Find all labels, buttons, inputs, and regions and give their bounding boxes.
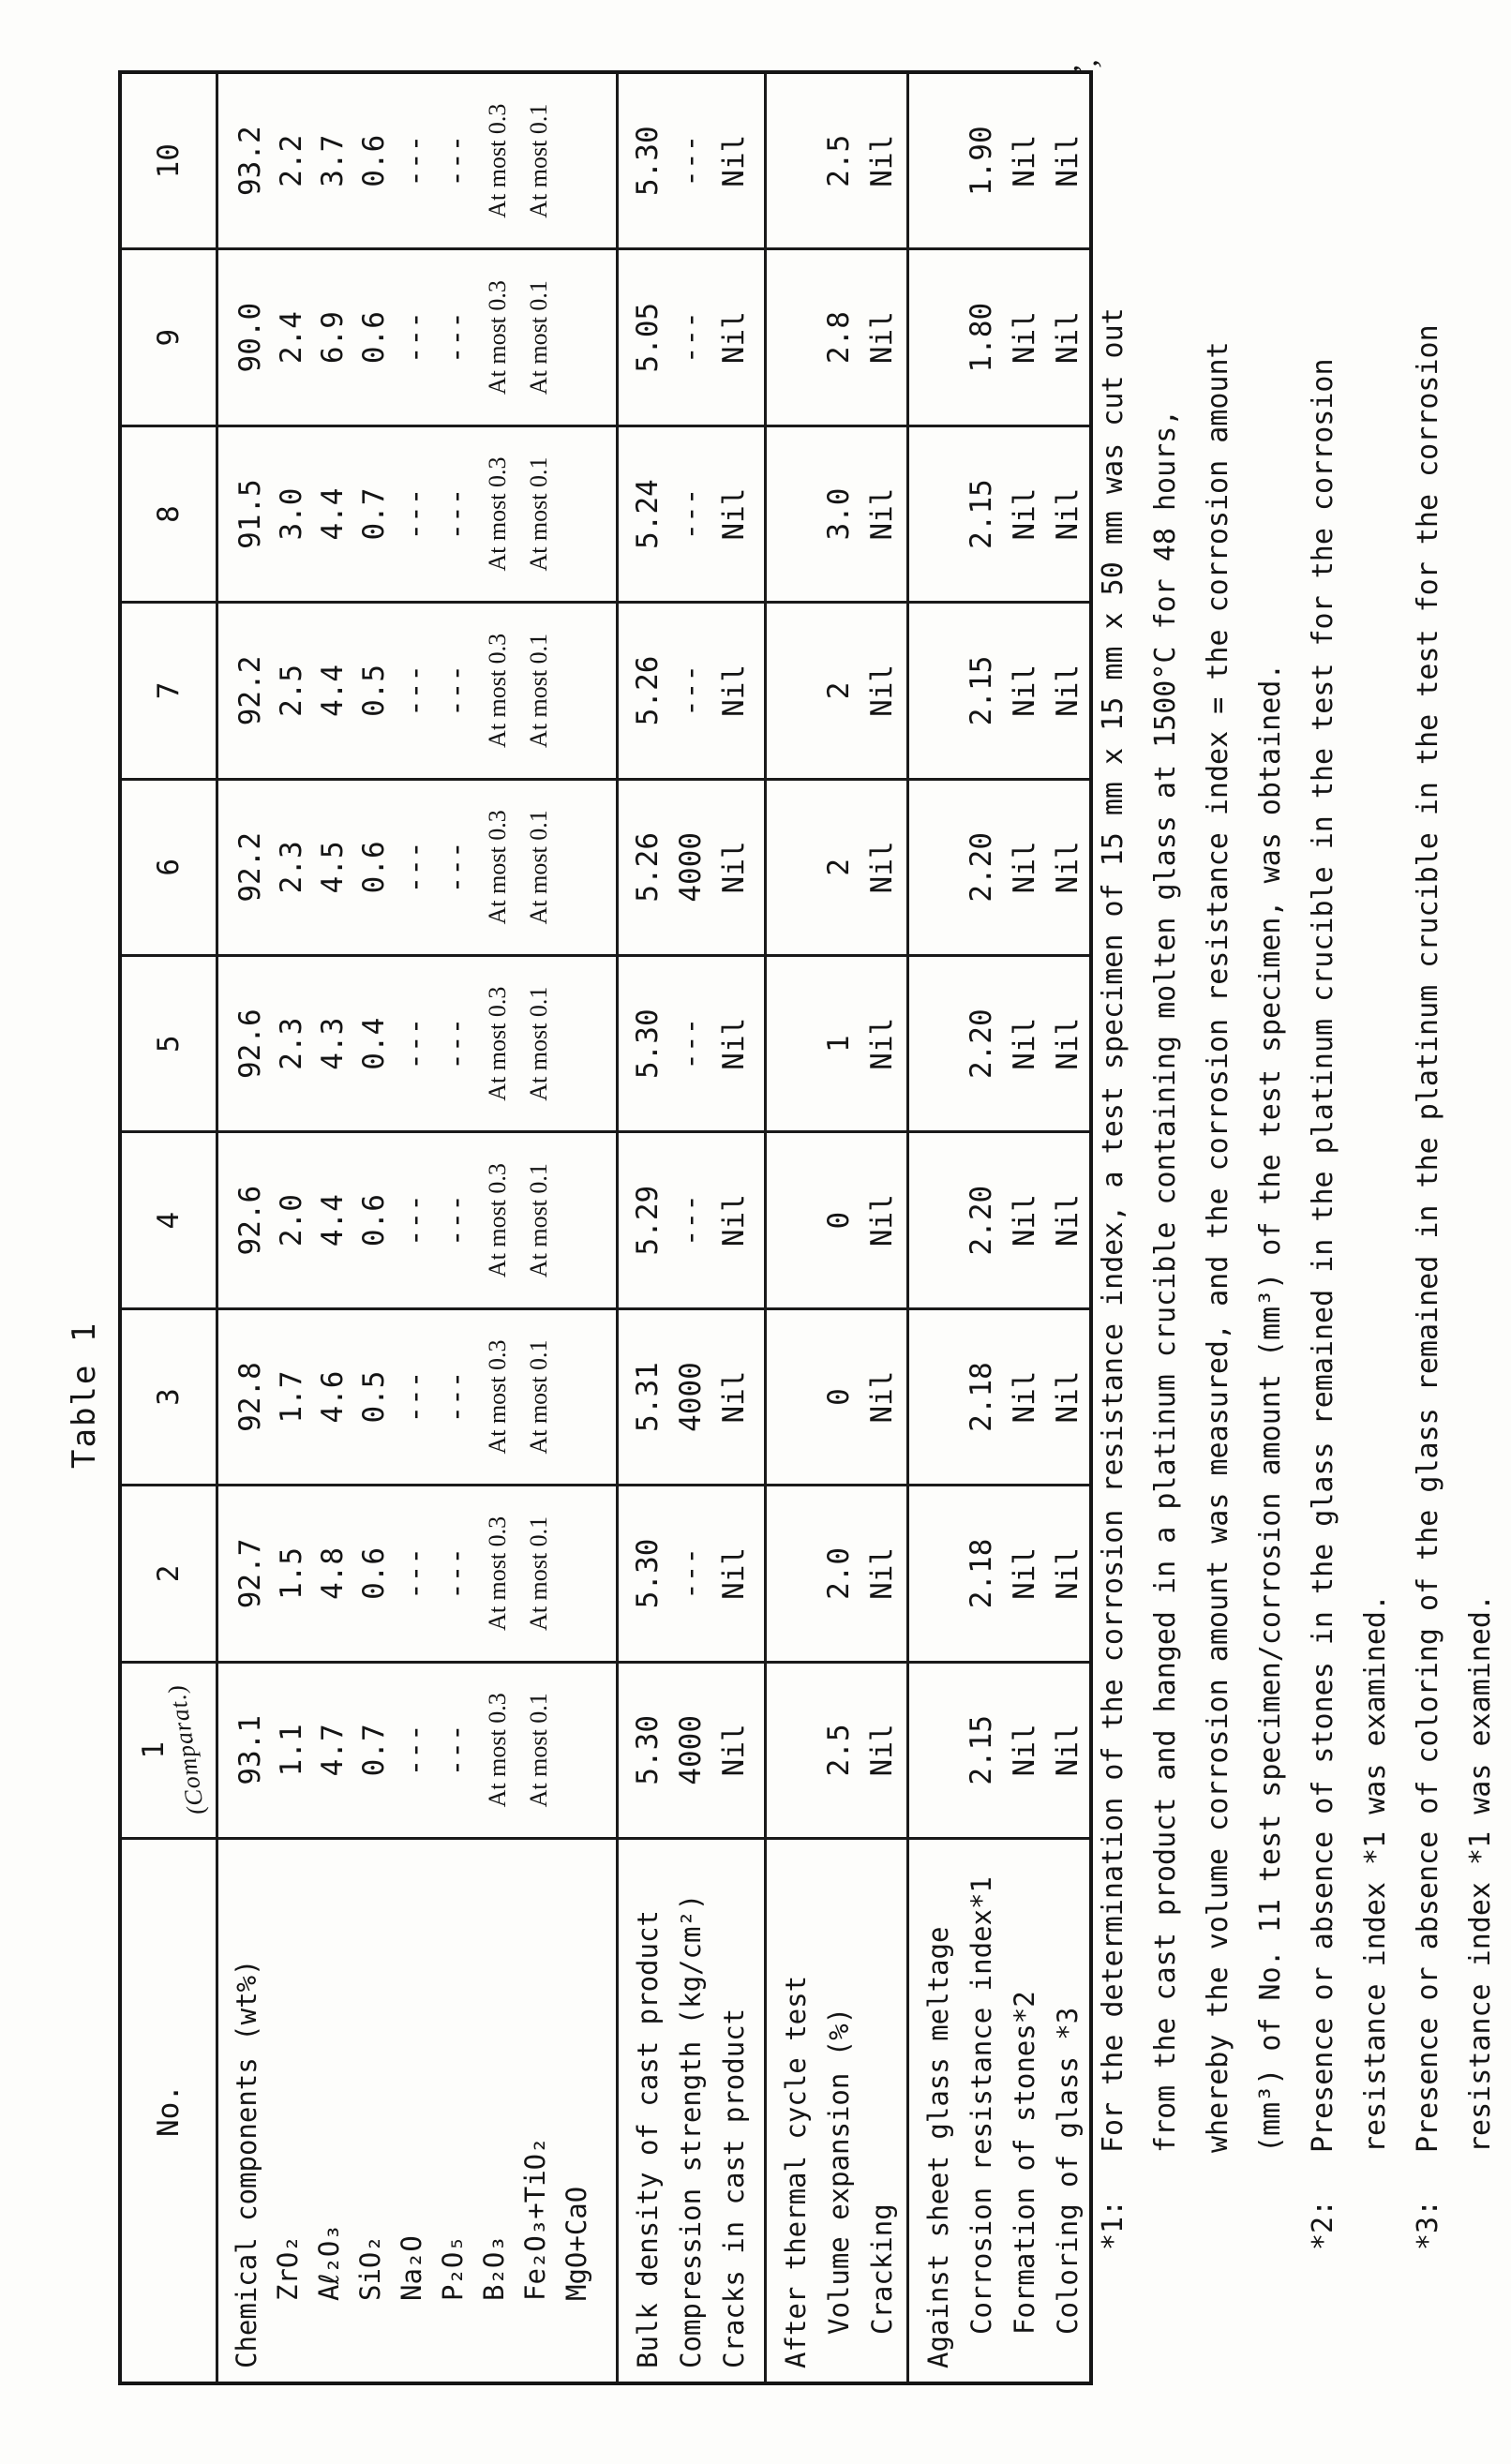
corner-header <box>122 1840 216 2382</box>
table-caption: Table 1 <box>66 1321 103 1469</box>
column-number: 2 <box>152 1564 186 1583</box>
value-cell <box>906 957 1089 1133</box>
value-line: 2.4 <box>275 311 308 365</box>
footnote-body <box>1402 307 1507 2153</box>
value-line: Nil <box>717 134 751 187</box>
footnote-body <box>1087 307 1297 2153</box>
value-cell <box>616 1664 764 1840</box>
value-line: Nil <box>1008 1546 1041 1600</box>
value-line: 4.4 <box>316 487 350 541</box>
column-header-5 <box>122 957 216 1133</box>
value-line: 4.6 <box>316 1370 350 1424</box>
value-line: At most 0.1 <box>525 456 552 572</box>
value-line: 0.5 <box>357 1370 391 1424</box>
value-line: At most 0.3 <box>484 986 511 1101</box>
value-line: 4.3 <box>316 1017 350 1070</box>
value-line: Nil <box>717 1194 751 1247</box>
footnote-line: (mm³) of No. 11 test specimen/corrosion amount (mm³) of the test specimen, was obtained. <box>1254 663 1287 2153</box>
value-cell <box>764 1310 906 1486</box>
value-line: 92.6 <box>233 1008 267 1080</box>
value-line: 6.9 <box>316 311 350 365</box>
value-line: Nil <box>865 841 899 894</box>
value-line: 4.4 <box>316 664 350 717</box>
value-line: 92.2 <box>233 831 267 903</box>
value-line: 90.0 <box>233 302 267 373</box>
value-line: 1 <box>822 1035 856 1053</box>
footnote-2 <box>1297 307 1402 2250</box>
value-line: At most 0.3 <box>484 810 511 925</box>
value-line: Nil <box>717 487 751 541</box>
value-line: 2.18 <box>965 1538 998 1609</box>
value-line: --- <box>398 1724 432 1777</box>
value-line: At most 0.1 <box>525 1339 552 1455</box>
value-line: Nil <box>717 664 751 717</box>
value-cell <box>906 1310 1089 1486</box>
footnote-line: resistance index *1 was examined. <box>1464 1593 1497 2153</box>
value-line: 0.4 <box>357 1017 391 1070</box>
column-number: 8 <box>152 505 186 523</box>
row-label: Aℓ₂O₃ <box>313 2224 345 2301</box>
value-line: 2.3 <box>275 1017 308 1070</box>
value-cell <box>616 1310 764 1486</box>
column-header-3 <box>122 1310 216 1486</box>
value-line: --- <box>674 1546 708 1600</box>
value-cell <box>216 604 616 780</box>
column-number: 3 <box>152 1388 186 1406</box>
value-cell <box>764 1664 906 1840</box>
value-line: 92.6 <box>233 1185 267 1256</box>
value-line: Nil <box>717 1724 751 1777</box>
value-line: Nil <box>865 1546 899 1600</box>
column-header-note: (Comparat.) <box>162 1682 210 1817</box>
value-cell <box>216 1664 616 1840</box>
footnote-line: resistance index *1 was examined. <box>1359 1593 1392 2153</box>
column-header-9 <box>122 250 216 426</box>
value-line: 92.7 <box>233 1538 267 1609</box>
value-line: 5.29 <box>631 1185 665 1256</box>
column-header-6 <box>122 781 216 957</box>
value-line: At most 0.1 <box>525 103 552 218</box>
value-cell <box>906 74 1089 250</box>
value-line: Nil <box>1008 1370 1041 1424</box>
value-line: --- <box>398 311 432 365</box>
value-line: Nil <box>865 1370 899 1424</box>
value-line: Nil <box>865 1017 899 1070</box>
value-line: At most 0.3 <box>484 633 511 748</box>
row-label: Formation of stones*2 <box>1009 1991 1040 2335</box>
value-line: --- <box>674 1194 708 1247</box>
value-cell <box>906 781 1089 957</box>
value-cell <box>616 427 764 604</box>
value-cell <box>216 957 616 1133</box>
row-label: Corrosion resistance index*1 <box>965 1876 997 2335</box>
value-line: At most 0.1 <box>525 633 552 748</box>
value-line: Nil <box>1008 1724 1041 1777</box>
footnote-line: Presence or absence of coloring of the glass remained in the platinum crucible in the test for the corrosion <box>1412 324 1444 2153</box>
value-line: Nil <box>1051 134 1085 187</box>
value-line: 0.5 <box>357 664 391 717</box>
value-line: --- <box>674 311 708 365</box>
value-cell <box>216 781 616 957</box>
value-line: 1.1 <box>275 1724 308 1777</box>
value-line: At most 0.3 <box>484 1339 511 1455</box>
value-cell <box>906 604 1089 780</box>
row-label: MgO+CaO <box>561 2186 592 2301</box>
value-cell <box>764 1133 906 1309</box>
value-line: At most 0.1 <box>525 1693 552 1808</box>
value-line: Nil <box>865 487 899 541</box>
group-title: Chemical components (wt%) <box>231 1959 262 2368</box>
value-line: Nil <box>1051 664 1085 717</box>
row-label: P₂O₅ <box>437 2235 469 2301</box>
value-line: --- <box>440 664 473 717</box>
value-line: --- <box>398 664 432 717</box>
value-line: 91.5 <box>233 479 267 549</box>
value-line: 1.80 <box>965 302 998 373</box>
value-line: --- <box>398 487 432 541</box>
value-line: 4.4 <box>316 1194 350 1247</box>
value-cell <box>906 1664 1089 1840</box>
value-line: 0 <box>822 1211 856 1230</box>
column-number: 10 <box>152 143 186 179</box>
value-cell <box>906 1133 1089 1309</box>
value-line: Nil <box>1008 841 1041 894</box>
value-line: Nil <box>717 1546 751 1600</box>
value-line: 2 <box>822 858 856 876</box>
value-line: 0.6 <box>357 134 391 187</box>
row-group-label-thermal <box>764 1840 906 2382</box>
value-line: 4.5 <box>316 841 350 894</box>
value-line: --- <box>440 1194 473 1247</box>
value-cell <box>764 250 906 426</box>
value-line: 0.7 <box>357 487 391 541</box>
value-line: 2 <box>822 681 856 700</box>
value-cell <box>216 250 616 426</box>
value-line: 0.6 <box>357 1546 391 1600</box>
row-label: B₂O₃ <box>478 2235 510 2301</box>
value-line: --- <box>674 1017 708 1070</box>
value-line: At most 0.3 <box>484 456 511 572</box>
footnote-marker: *3: <box>1412 2199 1444 2250</box>
footnote-line: whereby the volume corrosion amount was measured, and the corrosion resistance index = the corrosion amount <box>1202 341 1234 2153</box>
value-line: 2.18 <box>965 1362 998 1432</box>
value-line: At most 0.1 <box>525 1516 552 1631</box>
value-line: Nil <box>1008 664 1041 717</box>
value-cell <box>764 957 906 1133</box>
value-line: Nil <box>1051 1017 1085 1070</box>
row-group-label-glass <box>906 1840 1089 2382</box>
value-line: At most 0.3 <box>484 1163 511 1278</box>
value-cell <box>764 427 906 604</box>
value-line: 93.1 <box>233 1714 267 1785</box>
value-line: 0 <box>822 1388 856 1406</box>
value-cell <box>764 604 906 780</box>
value-line: 2.0 <box>275 1194 308 1247</box>
value-line: --- <box>440 841 473 894</box>
value-line: Nil <box>717 841 751 894</box>
row-label: Cracks in cast product <box>718 2008 750 2368</box>
value-line: At most 0.3 <box>484 1693 511 1808</box>
value-line: At most 0.3 <box>484 103 511 218</box>
value-line: 5.30 <box>631 1008 665 1080</box>
value-line: --- <box>440 1017 473 1070</box>
value-line: Nil <box>865 664 899 717</box>
value-line: Nil <box>1008 311 1041 365</box>
value-line: 0.6 <box>357 841 391 894</box>
value-line: At most 0.3 <box>484 1516 511 1631</box>
value-line: --- <box>398 1370 432 1424</box>
value-line: Nil <box>1051 487 1085 541</box>
value-cell <box>906 1486 1089 1663</box>
column-header-8 <box>122 427 216 604</box>
column-number: 1 <box>137 1740 171 1759</box>
value-line: Nil <box>1051 1194 1085 1247</box>
value-cell <box>616 1133 764 1309</box>
value-line: 0.7 <box>357 1724 391 1777</box>
value-line: --- <box>674 664 708 717</box>
column-number: 9 <box>152 328 186 347</box>
row-label: ZrO₂ <box>272 2235 304 2301</box>
footnote-line: from the cast product and hanged in a platinum crucible containing molten glass at 1500°C for 48 hours, <box>1149 409 1182 2153</box>
column-header-1 <box>122 1664 216 1840</box>
footnote-3 <box>1402 307 1507 2250</box>
value-line: Nil <box>865 1194 899 1247</box>
value-line: Nil <box>717 1017 751 1070</box>
value-line: Nil <box>717 1370 751 1424</box>
value-line: --- <box>440 487 473 541</box>
value-line: Nil <box>865 134 899 187</box>
value-line: 0.6 <box>357 1194 391 1247</box>
value-line: 2.15 <box>965 479 998 549</box>
value-line: 2.15 <box>965 655 998 726</box>
value-line: 2.5 <box>822 1724 856 1777</box>
value-line: 3.0 <box>822 487 856 541</box>
value-line: Nil <box>717 311 751 365</box>
value-line: 5.30 <box>631 1714 665 1785</box>
value-line: Nil <box>1051 1370 1085 1424</box>
value-cell <box>616 74 764 250</box>
value-line: 93.2 <box>233 126 267 197</box>
footnotes <box>1087 307 1507 2250</box>
value-cell <box>764 1486 906 1663</box>
value-line: 4.7 <box>316 1724 350 1777</box>
column-header-2 <box>122 1486 216 1663</box>
value-line: 2.20 <box>965 831 998 903</box>
value-line: 2.0 <box>822 1546 856 1600</box>
column-number: 4 <box>152 1211 186 1230</box>
value-line: 92.8 <box>233 1362 267 1432</box>
corner-header-label: No. <box>152 2084 186 2137</box>
value-line: At most 0.1 <box>525 810 552 925</box>
footnote-1 <box>1087 307 1297 2250</box>
value-line: --- <box>440 134 473 187</box>
value-line: 92.2 <box>233 655 267 726</box>
group-title: After thermal cycle test <box>780 1975 812 2368</box>
value-line: Nil <box>1051 311 1085 365</box>
value-line: 5.26 <box>631 831 665 903</box>
row-label: Na₂O <box>396 2235 427 2301</box>
footnote-marker: *1: <box>1097 2199 1130 2250</box>
value-line: 2.2 <box>275 134 308 187</box>
value-line: Nil <box>1008 1194 1041 1247</box>
value-line: 3.7 <box>316 134 350 187</box>
value-line: Nil <box>1051 1546 1085 1600</box>
column-number: 7 <box>152 681 186 700</box>
value-line: 1.7 <box>275 1370 308 1424</box>
value-line: 1.90 <box>965 126 998 197</box>
row-label: Cracking <box>866 2203 898 2335</box>
value-line: 5.31 <box>631 1362 665 1432</box>
footnote-body <box>1297 307 1402 2153</box>
value-line: --- <box>440 1724 473 1777</box>
value-cell <box>616 781 764 957</box>
value-line: Nil <box>865 311 899 365</box>
value-cell <box>616 1486 764 1663</box>
value-line: 2.15 <box>965 1714 998 1785</box>
value-line: --- <box>440 1370 473 1424</box>
value-line: At most 0.3 <box>484 280 511 396</box>
value-line: At most 0.1 <box>525 280 552 396</box>
footnote-line: For the determination of the corrosion resistance index, a test specimen of 15 mm x 15 mm x 50 mm was cut out <box>1097 307 1130 2153</box>
value-line: --- <box>674 487 708 541</box>
value-line: 3.0 <box>275 487 308 541</box>
value-cell <box>216 74 616 250</box>
value-line: 4000 <box>674 831 708 903</box>
value-cell <box>216 1133 616 1309</box>
value-line: 2.5 <box>822 134 856 187</box>
value-cell <box>764 781 906 957</box>
value-line: Nil <box>1008 134 1041 187</box>
value-cell <box>216 427 616 604</box>
value-line: 0.6 <box>357 311 391 365</box>
value-line: --- <box>398 1546 432 1600</box>
value-line: --- <box>398 841 432 894</box>
value-line: --- <box>398 1017 432 1070</box>
value-line: --- <box>398 1194 432 1247</box>
value-cell <box>616 604 764 780</box>
value-line: 5.05 <box>631 302 665 373</box>
column-number: 6 <box>152 858 186 876</box>
value-line: 2.5 <box>275 664 308 717</box>
value-line: 4000 <box>674 1714 708 1785</box>
value-line: Nil <box>1051 1724 1085 1777</box>
value-line: 1.5 <box>275 1546 308 1600</box>
row-label: Compression strength (kg/cm²) <box>675 1893 707 2368</box>
value-cell <box>616 250 764 426</box>
column-header-10 <box>122 74 216 250</box>
value-line: --- <box>674 134 708 187</box>
row-label: Bulk density of cast product <box>632 1910 664 2368</box>
value-cell <box>764 74 906 250</box>
value-cell <box>216 1486 616 1663</box>
column-number: 5 <box>152 1035 186 1053</box>
footnote-marker: *2: <box>1307 2199 1339 2250</box>
value-line: 2.20 <box>965 1008 998 1080</box>
value-line: 5.26 <box>631 655 665 726</box>
row-label: Coloring of glass *3 <box>1052 2007 1084 2335</box>
value-line: Nil <box>1051 841 1085 894</box>
value-line: 5.24 <box>631 479 665 549</box>
column-header-4 <box>122 1133 216 1309</box>
row-group-label-bulk <box>616 1840 764 2382</box>
value-line: 5.30 <box>631 126 665 197</box>
value-line: Nil <box>1008 487 1041 541</box>
row-label: Volume expansion (%) <box>823 2007 855 2335</box>
value-line: Nil <box>865 1724 899 1777</box>
value-line: 5.30 <box>631 1538 665 1609</box>
value-line: 4000 <box>674 1362 708 1432</box>
value-line: At most 0.1 <box>525 1163 552 1278</box>
group-title: Against sheet glass meltage <box>922 1926 954 2368</box>
row-group-label-chem <box>216 1840 616 2382</box>
value-line: --- <box>398 134 432 187</box>
value-cell <box>906 427 1089 604</box>
value-line: At most 0.1 <box>525 986 552 1101</box>
value-cell <box>906 250 1089 426</box>
column-header-7 <box>122 604 216 780</box>
row-label: SiO₂ <box>354 2235 386 2301</box>
value-cell <box>216 1310 616 1486</box>
value-line: 2.8 <box>822 311 856 365</box>
row-label: Fe₂O₃+TiO₂ <box>519 2137 551 2301</box>
value-cell <box>616 957 764 1133</box>
footnote-line: Presence or absence of stones in the glass remained in the platinum crucible in the test for the corrosion <box>1307 358 1339 2153</box>
value-line: 4.8 <box>316 1546 350 1600</box>
value-line: --- <box>440 1546 473 1600</box>
value-line: --- <box>440 311 473 365</box>
value-line: Nil <box>1008 1017 1041 1070</box>
stray-mark: ’, <box>1067 53 1105 80</box>
value-line: 2.20 <box>965 1185 998 1256</box>
data-table <box>118 70 1093 2385</box>
value-line: 2.3 <box>275 841 308 894</box>
